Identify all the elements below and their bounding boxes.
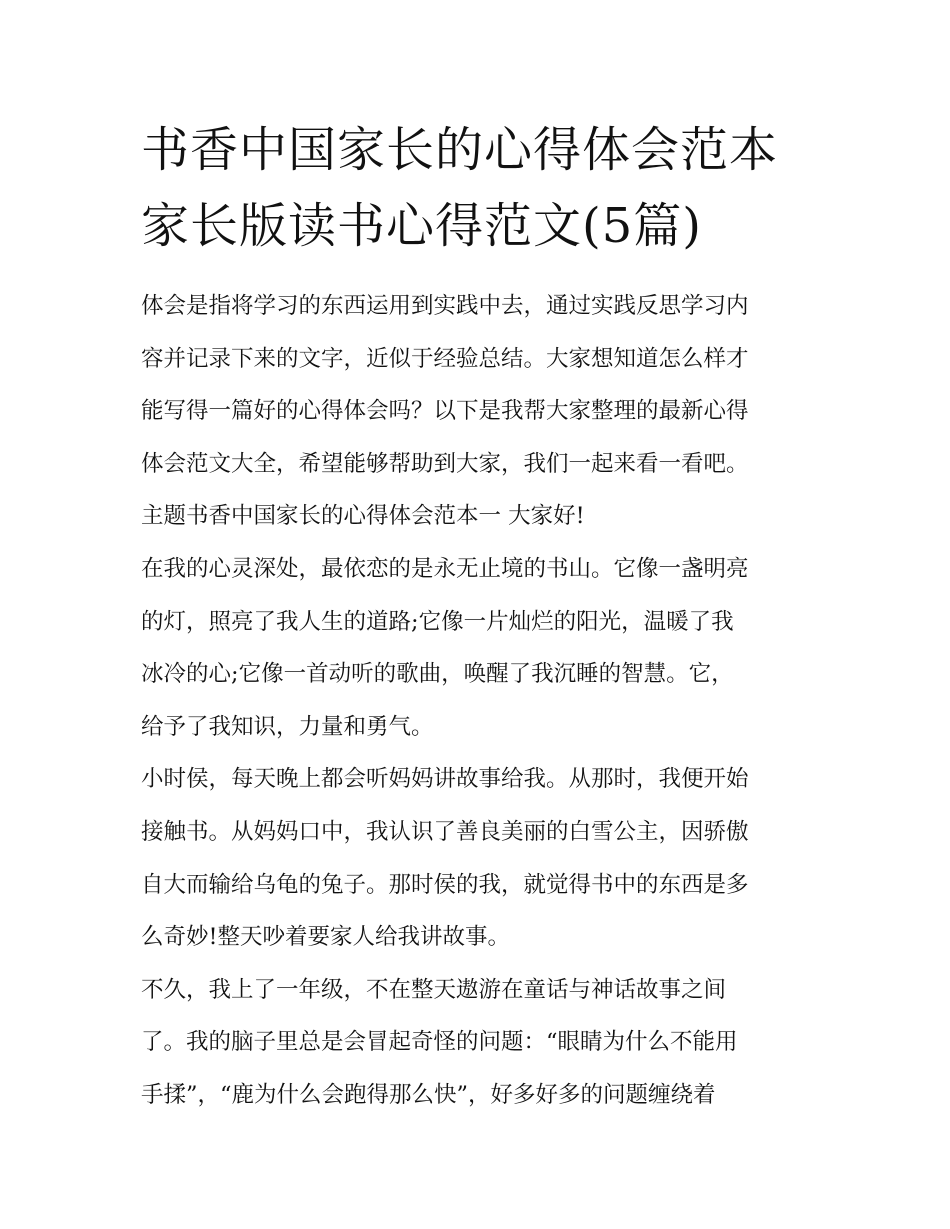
body-line: 冰冷的心;它像一首动听的歌曲，唤醒了我沉睡的智慧。它， bbox=[141, 661, 734, 688]
body-line: 手揉”，“鹿为什么会跑得那么快”，好多好多的问题缠绕着 bbox=[141, 1081, 716, 1108]
body-line: 体会范文大全，希望能够帮助到大家，我们一起来看一看吧。 bbox=[141, 450, 749, 477]
body-line: 体会是指将学习的东西运用到实践中去，通过实践反思学习内 bbox=[141, 293, 749, 319]
body-line: 不久，我上了一年级，不在整天遨游在童话与神话故事之间 bbox=[141, 976, 727, 1003]
title-line: 书香中国家长的心得体会范本 bbox=[141, 122, 779, 178]
body-line: 的灯，照亮了我人生的道路;它像一片灿烂的阳光，温暖了我 bbox=[141, 608, 734, 635]
body-line: 自大而输给乌龟的兔子。那时侯的我，就觉得书中的东西是多 bbox=[141, 871, 749, 898]
title-line: 家长版读书心得范文(5篇) bbox=[141, 198, 702, 254]
body-line: 主题书香中国家长的心得体会范本一 大家好! bbox=[141, 503, 585, 530]
document-title bbox=[141, 112, 831, 264]
body-line: 给予了我知识，力量和勇气。 bbox=[141, 713, 434, 740]
body-line: 容并记录下来的文字，近似于经验总结。大家想知道怎么样才 bbox=[141, 345, 749, 372]
body-line: 能写得一篇好的心得体会吗？以下是我帮大家整理的最新心得 bbox=[141, 398, 749, 425]
body-line: 小时侯，每天晚上都会听妈妈讲故事给我。从那时，我便开始 bbox=[141, 766, 749, 793]
body-line: 接触书。从妈妈口中，我认识了善良美丽的白雪公主，因骄傲 bbox=[141, 818, 749, 845]
body-line: 了。我的脑子里总是会冒起奇怪的问题：“眼睛为什么不能用 bbox=[141, 1029, 738, 1056]
body-line: 么奇妙!整天吵着要家人给我讲故事。 bbox=[141, 924, 511, 951]
document-body bbox=[141, 280, 831, 1122]
body-line: 在我的心灵深处，最依恋的是永无止境的书山。它像一盏明亮 bbox=[141, 555, 749, 582]
